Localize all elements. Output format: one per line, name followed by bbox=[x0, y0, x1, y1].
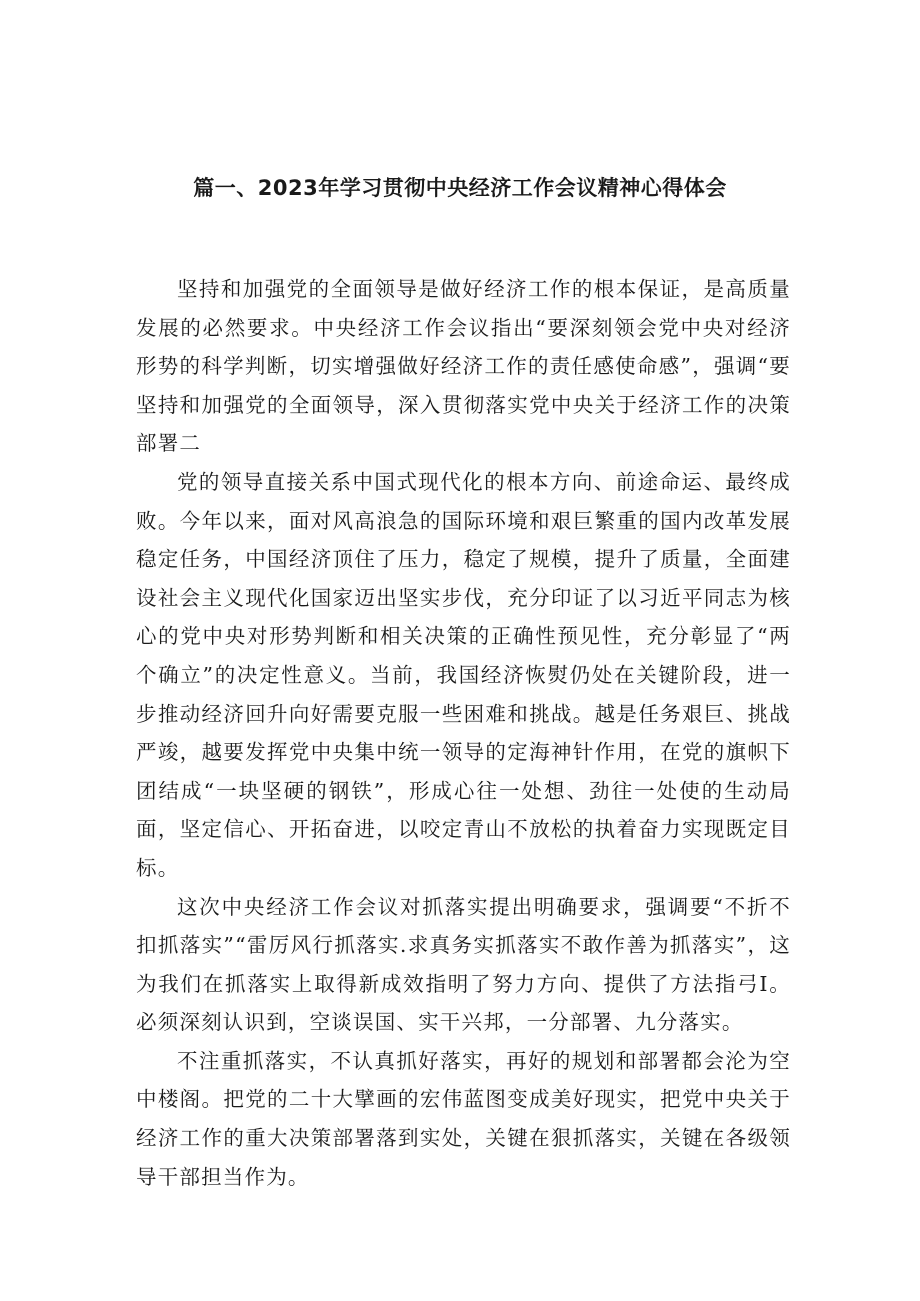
paragraph-3: 这次中央经济工作会议对抓落实提出明确要求，强调要“不折不扣抓落实”“雷厉风行抓落实.求真务实抓落实不敢作善为抓落实”，这为我们在抓落实上取得新成效指明了努力方向、提供了方法指弓I。必须深刻认识到，空谈误国、实干兴邦，一分部署、九分落实。 bbox=[136, 894, 791, 1035]
paragraph-1: 坚持和加强党的全面领导是做好经济工作的根本保证，是高质量发展的必然要求。中央经济工作会议指出“要深刻领会党中央对经济形势的科学判断，切实增强做好经济工作的责任感使命感”，强调“要坚持和加强党的全面领导，深入贯彻落实党中央关于经济工作的决策部署二 bbox=[136, 277, 791, 456]
paragraph-2: 党的领导直接关系中国式现代化的根本方向、前途命运、最终成败。今年以来，面对风高浪急的国际环境和艰巨繁重的国内改革发展稳定任务，中国经济顶住了压力，稳定了规模，提升了质量，全面建设社会主义现代化国家迈出坚实步伐，充分印证了以习近平同志为核心的党中央对形势判断和相关决策的正确性预见性，充分彰显了“两个确立”的决定性意义。当前，我国经济恢熨仍处在关键阶段，进一步推动经济回升向好需要克服一些困难和挑战。越是任务艰巨、挑战严竣，越要发挥党中央集中统一领导的定海神针作用，在党的旗帜下团结成“一块坚硬的钢铁”，形成心往一处想、劲往一处使的生动局面，坚定信心、开拓奋进，以咬定青山不放松的执着奋力实现既定目标。 bbox=[136, 469, 791, 880]
document-title: 篇一、2023年学习贯彻中央经济工作会议精神心得体会 bbox=[193, 176, 727, 200]
document-body bbox=[136, 270, 791, 1196]
paragraph-4: 不注重抓落实，不认真抓好落实，再好的规划和部署都会沦为空中楼阁。把党的二十大擘画的宏伟蓝图变成美好现实，把党中央关于经济工作的重大决策部署落到实处，关键在狠抓落实，关键在各级领导干部担当作为。 bbox=[136, 1048, 791, 1189]
